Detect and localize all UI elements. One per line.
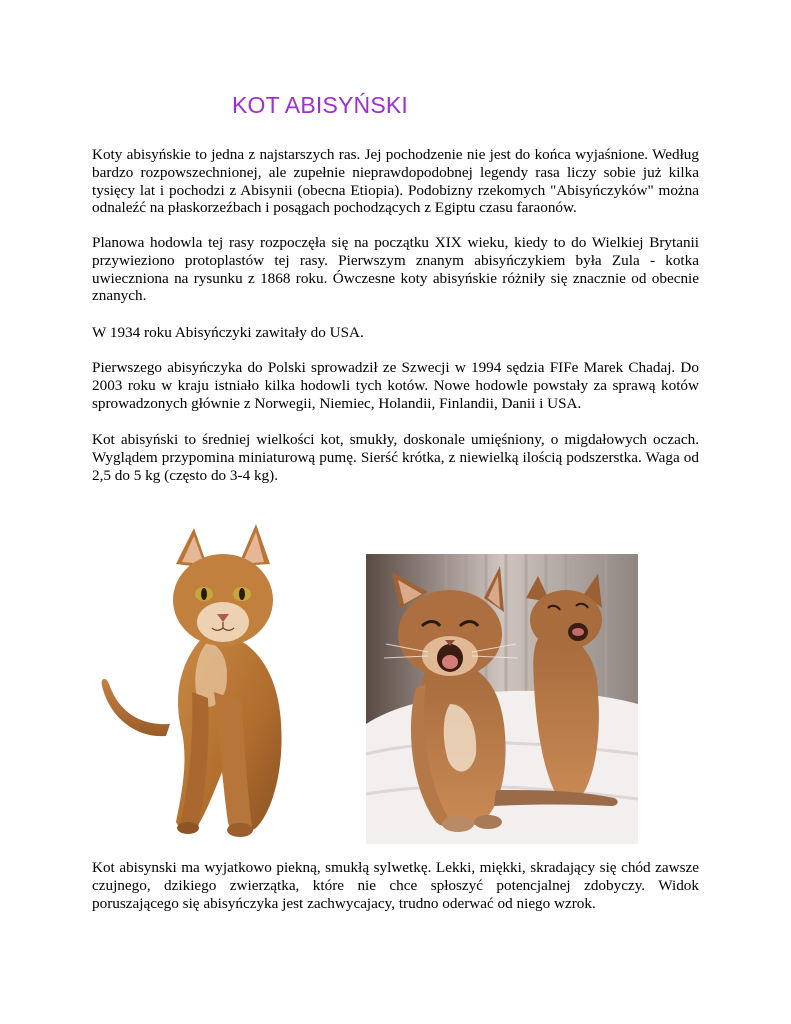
paragraph-poland: Pierwszego abisyńczyka do Polski sprowadził ze Szwecji w 1994 sędzia FIFe Marek Chadaj. Do 2003 roku w kraju istniało kilka hodowli tych kotów. Nowe hodowle powstały za sprawą kotów sprowadzonych głównie z Norwegii, Niemiec, Holandii, Finlandii, Danii i USA. [92, 359, 699, 412]
standing-cat-photo [96, 522, 298, 844]
page-title: KOT ABISYŃSKI [232, 92, 409, 118]
paragraph-usa: W 1934 roku Abisyńczyki zawitały do USA. [92, 324, 364, 341]
paragraph-breeding-history: Planowa hodowla tej rasy rozpoczęła się na początku XIX wieku, kiedy to do Wielkiej Brytanii przywieziono protoplastów tej rasy. Pierwszym znanym abisyńczykiem była Zula - kotka uwieczniona na rysunku z 1868 roku. Ówczesne koty abisyńskie różniły się znacznie od obecnie znanych. [92, 234, 699, 305]
paragraph-origin: Koty abisyńskie to jedna z najstarszych ras. Jej pochodzenie nie jest do końca wyjaśnione. Według bardzo rozpowszechnionej, ale zupełnie nieprawdopodobnej legendy rasa liczy sobie już kilka tysięcy lat i pochodzi z Abisynii (obecna Etiopia). Podobizny rzekomych "Abisyńczyków" można odnaleźć na płaskorzeźbach i posągach pochodzących z Egiptu czasu faraonów. [92, 146, 699, 217]
two-kittens-photo [366, 554, 638, 844]
paragraph-silhouette: Kot abisynski ma wyjatkowo piekną, smukłą sylwetkę. Lekki, miękki, skradający się chód zawsze czujnego, dzikiego zwierzątka, które nie chce spłoszyć potencjalnej zdobyczy. Widok poruszającego się abisyńczyka jest zachwycajacy, trudno oderwać od niego wzrok. [92, 859, 699, 912]
paragraph-appearance: Kot abisyński to średniej wielkości kot, smukły, doskonale umięśniony, o migdałowych oczach. Wyglądem przypomina miniaturową pumę. Sierść krótka, z niewielką ilością podszerstka. Waga od 2,5 do 5 kg (często do 3-4 kg). [92, 431, 699, 484]
